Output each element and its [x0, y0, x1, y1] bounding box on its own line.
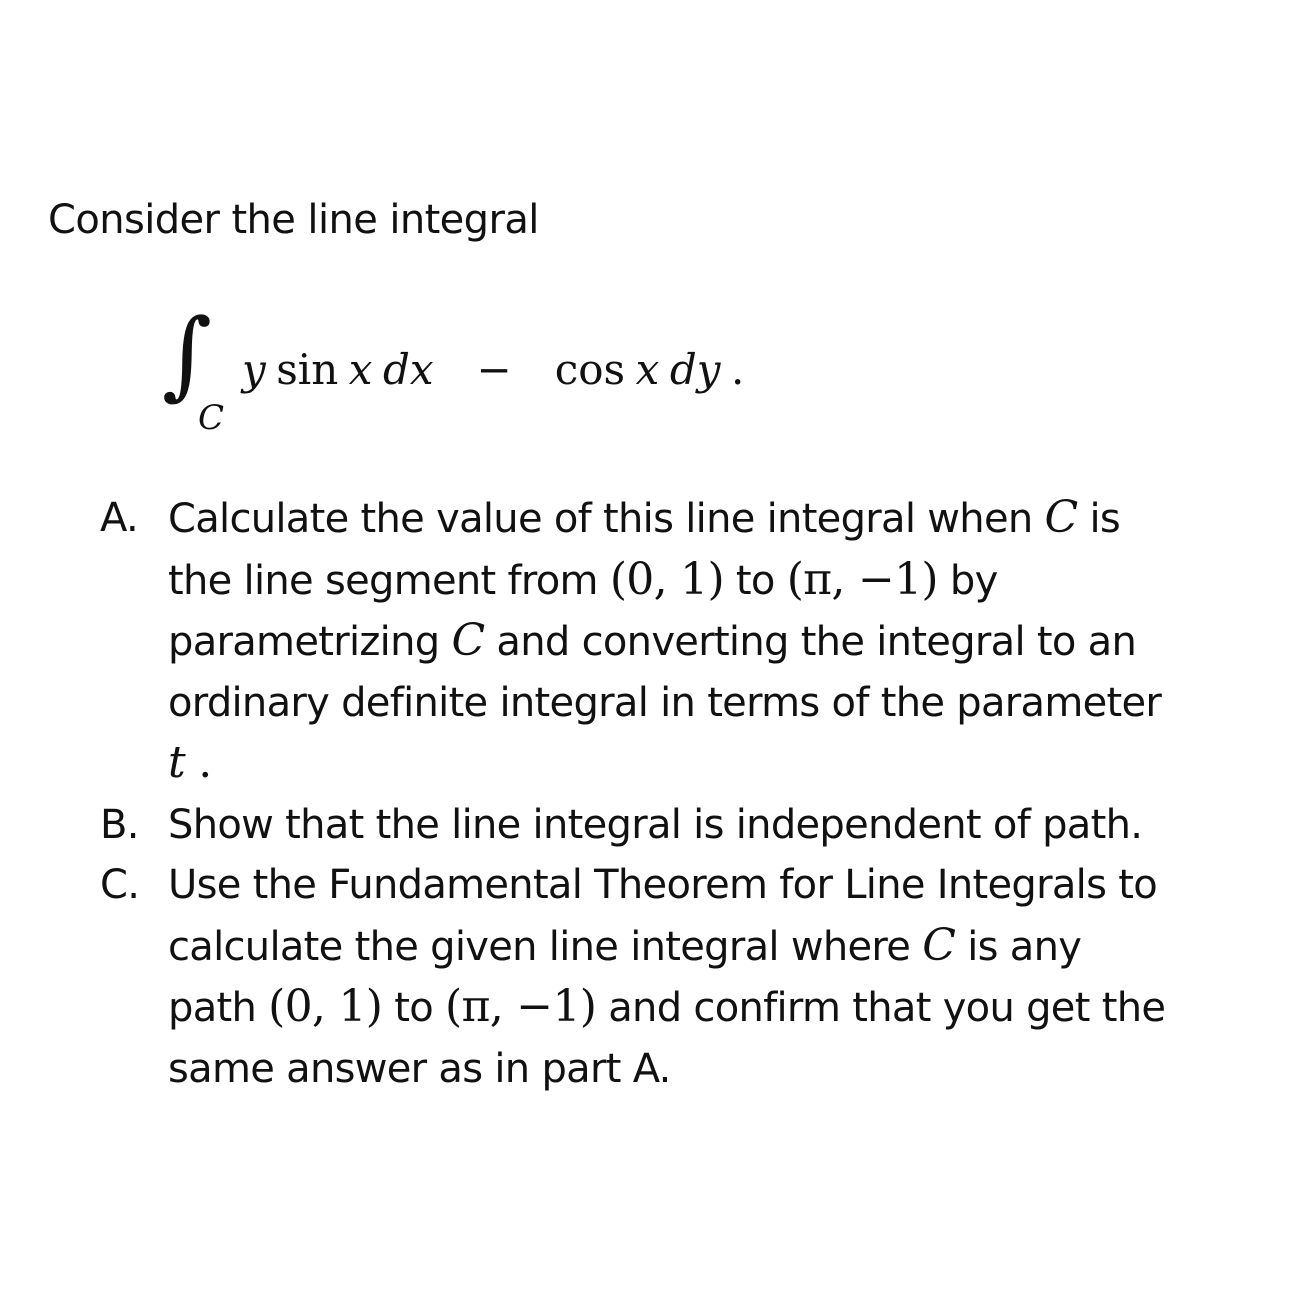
item-line	[168, 795, 1260, 856]
text-run: is	[1077, 496, 1121, 542]
text-run: Calculate the value of this line integral when	[168, 496, 1045, 542]
text-run: same answer as in part A.	[168, 1045, 671, 1092]
text-run: parametrizing	[168, 619, 452, 665]
math-period: .	[184, 737, 212, 788]
question-list	[100, 488, 1260, 1099]
integrand-x1: x	[348, 345, 373, 394]
item-line	[168, 916, 1260, 978]
intro-text: Consider the line integral	[48, 197, 539, 243]
text-run: ordinary definite integral in terms of the parameter	[168, 679, 1162, 726]
text-run: by	[937, 557, 998, 604]
text-run: calculate the given line integral where	[168, 923, 923, 970]
math-point: (0, 1)	[268, 981, 383, 1032]
item-line	[168, 673, 1260, 734]
math-point: (π, −1)	[445, 981, 597, 1032]
text-run: path	[168, 985, 269, 1031]
integral-sign: ∫	[162, 298, 213, 410]
question-item-a	[100, 488, 1260, 795]
display-integral	[158, 300, 958, 450]
item-line	[168, 550, 1260, 612]
text-run: Use the Fundamental Theorem for Line Integrals to	[168, 862, 1158, 908]
item-line	[168, 1039, 1260, 1100]
item-line	[168, 855, 1260, 916]
item-line	[168, 488, 1260, 550]
text-run: Show that the line integral is independent of path.	[168, 801, 1143, 848]
question-item-c	[100, 855, 1260, 1099]
text-run: is any	[955, 923, 1082, 970]
integrand-cos: cos	[554, 345, 626, 394]
item-marker: A.	[100, 495, 138, 541]
math-point: (π, −1)	[786, 553, 938, 605]
text-run: the line segment from	[168, 557, 610, 604]
integrand-period: .	[730, 345, 745, 394]
text-run: and confirm that you get the	[596, 985, 1166, 1031]
integrand-sin: sin	[276, 345, 339, 394]
integrand-y: y	[242, 345, 266, 394]
math-var: C	[1044, 492, 1078, 543]
text-run: to	[723, 557, 787, 604]
text-run: to	[382, 985, 446, 1031]
math-var: C	[451, 615, 485, 666]
integral-subscript: C	[198, 398, 225, 438]
integrand-dx: dx	[382, 345, 434, 394]
item-line	[168, 733, 1260, 795]
item-marker: B.	[100, 801, 139, 848]
text-run: and converting the integral to an	[484, 619, 1137, 665]
integrand-minus: −	[476, 345, 512, 394]
math-var: C	[922, 919, 956, 971]
item-marker: C.	[100, 862, 140, 908]
integrand-dy: dy	[669, 345, 721, 394]
item-line	[168, 977, 1260, 1039]
item-line	[168, 611, 1260, 673]
math-var: t	[168, 737, 185, 788]
integrand	[242, 340, 744, 401]
math-point: (0, 1)	[609, 553, 724, 605]
integrand-x2: x	[635, 345, 660, 394]
question-item-b	[100, 795, 1260, 856]
